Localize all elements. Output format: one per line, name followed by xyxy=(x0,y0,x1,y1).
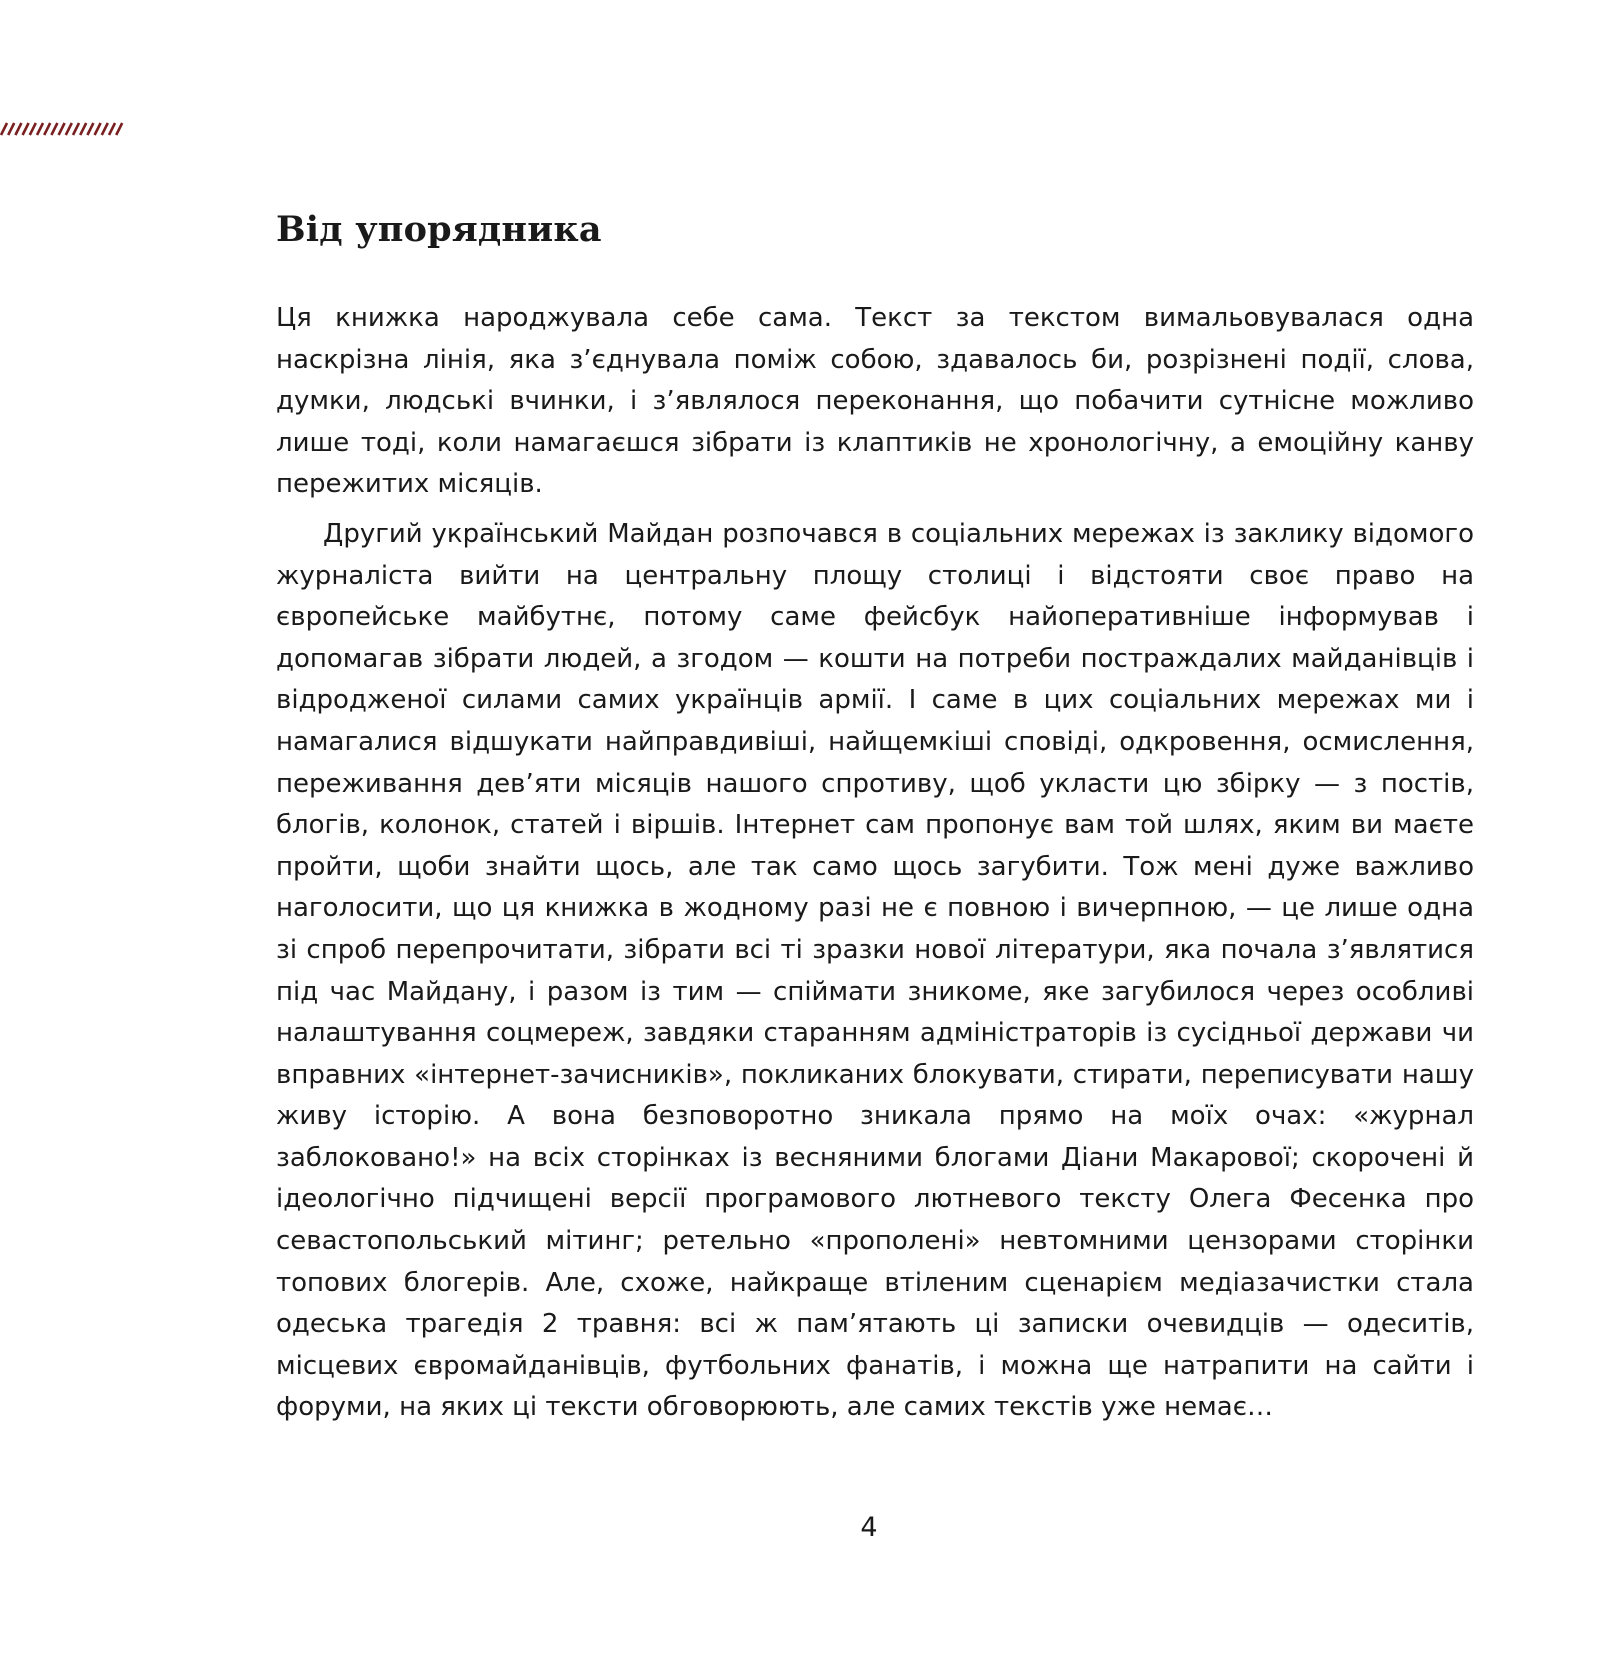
paragraph: Другий український Майдан розпочався в соціальних мережах із заклику відомого журналіста вийти на центральну площу столиці і відстояти своє право на європейське майбутнє, потому саме фейсбук найоперативніше інформував і допомагав зібрати людей, а згодом — кошти на потреби постраждалих майданівців і відродженої силами самих українців армії. І саме в цих соціальних мережах ми і намагалися відшукати найправдивіші, найщемкіші сповіді, одкровення, осмислення, переживання дев’яти місяців нашого спротиву, щоб укласти цю збірку — з постів, блогів, колонок, статей і віршів. Інтернет сам пропонує вам той шлях, яким ви маєте пройти, щоби знайти щось, але так само щось загубити. Тож мені дуже важливо наголосити, що ця книжка в жодному разі не є повною і вичерпною, — це лише одна зі спроб перепрочитати, зібрати всі ті зразки нової літератури, яка почала з’являтися під час Майдану, і разом із тим — спіймати зникоме, яке загубилося через особливі налаштування соцмереж, завдяки старанням адміністраторів із сусідньої держави чи вправних «інтернет-зачисників», покликаних блокувати, стирати, переписувати нашу живу історію. А вона безповоротно зникала прямо на моїх очах: «журнал заблоковано!» на всіх сторінках із весняними блогами Діани Макарової; скорочені й ідеологічно підчищені версії програмового лютневого тексту Олега Фесенка про севастопольський мітинг; ретельно «прополені» невтомними цензорами сторінки топових блогерів. Але, схоже, найкраще втіленим сценарієм медіазачистки стала одеська трагедія 2 травня: всі ж пам’ятають ці записки очевидців — одеситів, місцевих євромайданівців, футбольних фанатів, і можна ще натрапити на сайти і форуми, на яких ці тексти обговорюють, але самих текстів уже немає… xyxy=(276,518,1474,1423)
hatch-stripe xyxy=(15,123,21,135)
hatch-stripe xyxy=(95,123,101,135)
hatch-stripe xyxy=(8,123,14,135)
body-text xyxy=(276,298,1474,1429)
hatch-stripe xyxy=(51,123,57,135)
hatch-stripe xyxy=(87,123,93,135)
page-title: Від упорядника xyxy=(276,209,602,250)
hatch-stripe xyxy=(73,123,79,135)
hatch-stripe xyxy=(1,123,7,135)
hatch-stripe xyxy=(37,123,43,135)
page-number: 4 xyxy=(860,1512,878,1543)
hatch-stripe xyxy=(59,123,65,135)
hatch-stripe xyxy=(44,123,50,135)
hatch-stripe xyxy=(80,123,86,135)
hatch-stripe xyxy=(116,123,122,135)
hatch-stripe xyxy=(102,123,108,135)
paragraph: Ця книжка народжувала себе сама. Текст за текстом вимальовувалася одна наскрізна лінія, яка з’єднувала поміж собою, здавалось би, розрізнені події, слова, думки, людські вчинки, і з’являлося переконання, що побачити сутнісне можливо лише тоді, коли намагаєшся зібрати із клаптиків не хронологічну, а емоційну канву пережитих місяців. xyxy=(276,303,1474,500)
hatch-stripe xyxy=(66,123,72,135)
hatch-stripe xyxy=(30,123,36,135)
decorative-hatch-ornament xyxy=(0,122,126,136)
hatch-stripe xyxy=(23,123,29,135)
hatch-stripe xyxy=(109,123,115,135)
